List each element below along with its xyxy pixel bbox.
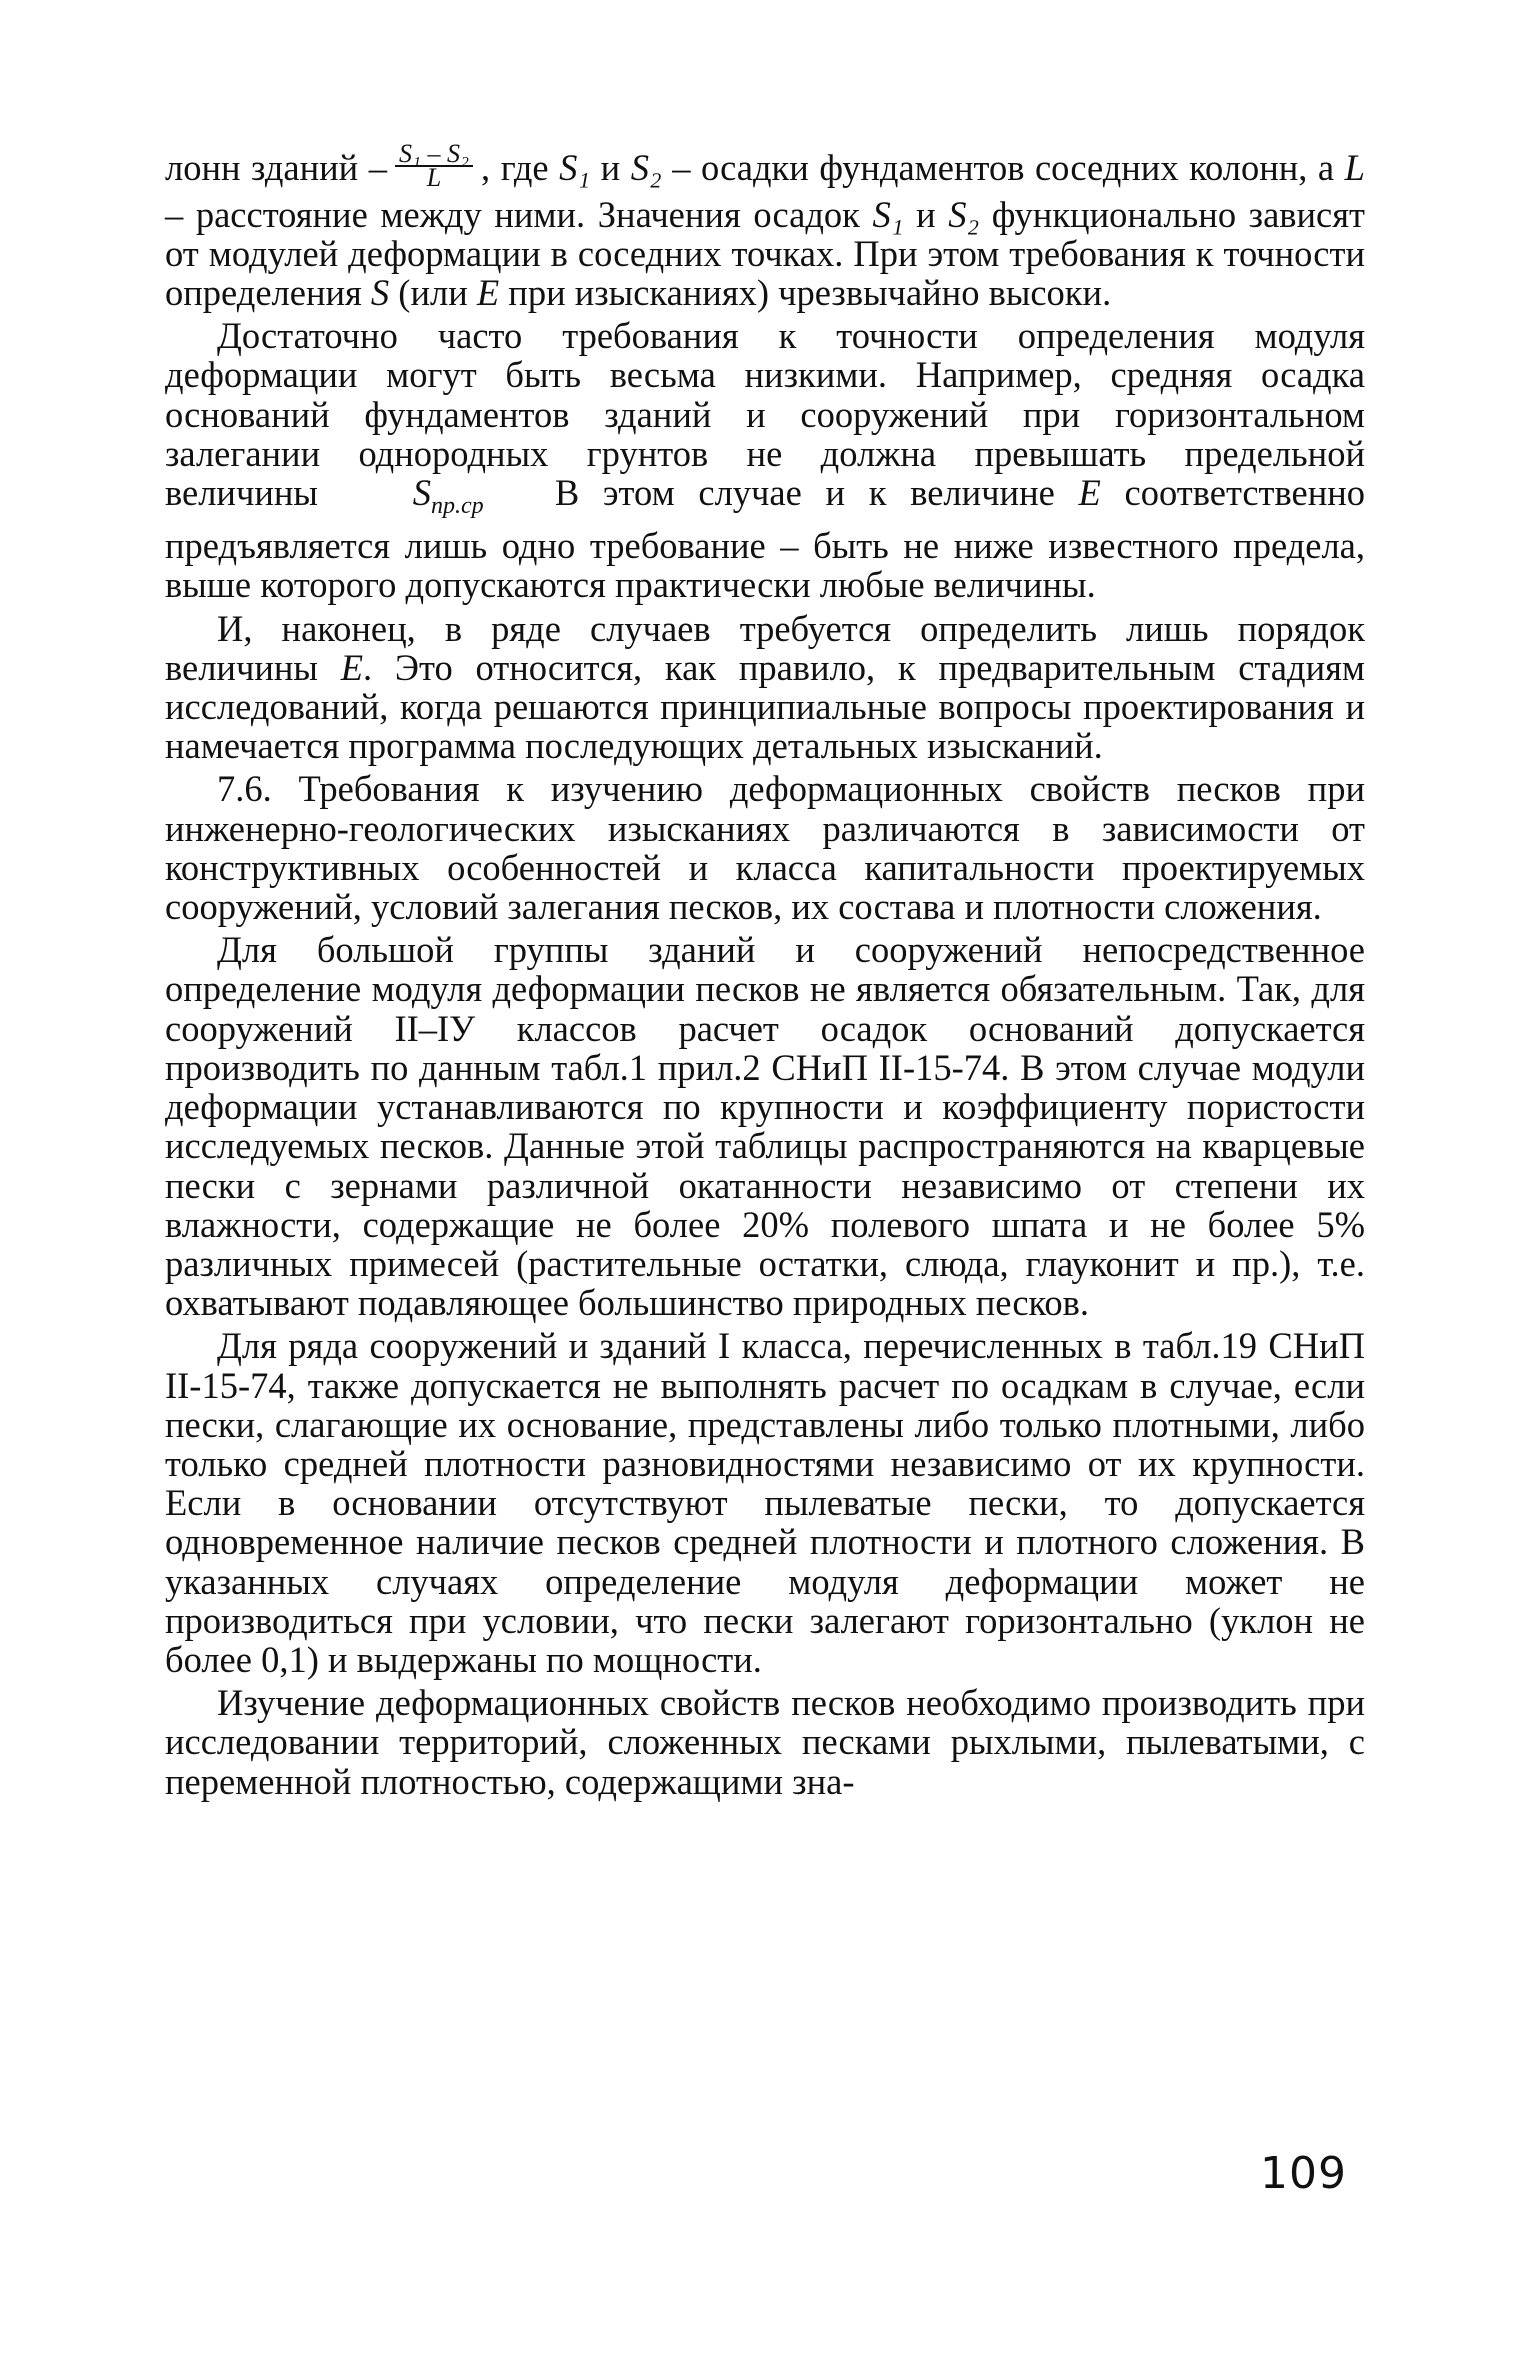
symbol-s1: S₁ (872, 193, 904, 235)
paragraph-7: Изучение деформационных свойств песков необходимо производить при исследовании территорий, сложенных песками рыхлыми, пылеватыми, с переменной плотностью, содержащими зна- (165, 1682, 1365, 1802)
paragraph-3 (165, 609, 1365, 766)
text-span: и (600, 147, 621, 188)
symbol-s2: S₂ (948, 193, 980, 235)
text-span: – расстояние между ними. Значения осадок (165, 193, 860, 235)
fraction-numerator: S₁ – S₂ (395, 143, 473, 167)
symbol-e: E (1078, 472, 1101, 514)
symbol-s2: S₂ (630, 147, 662, 188)
symbol-e: E (476, 272, 500, 314)
text-span: И, наконец, в ряде случаев требуется определить лишь порядок величины (165, 607, 1365, 688)
paragraph-6: Для ряда сооружений и зданий I класса, перечисленных в табл.19 СНиП II-15-74, также допускается не выполнять расчет по осадкам в случае, если пески, слагающие их основание, представлены либо только плотными, либо только средней плотности разновидностями независимо от их крупности. Если в основании отсутствуют пылеватые пески, то допускается одновременное наличие песков средней плотности и плотного сложения. В указанных случаях определение модуля деформации может не производиться при условии, что пески залегают горизонтально (уклон не более 0,1) и выдержаны по мощности. (165, 1325, 1365, 1680)
page-number: 109 (1260, 2148, 1347, 2199)
fraction-denominator: L (426, 162, 442, 192)
page-body (165, 138, 1366, 1805)
symbol-s: S (370, 272, 390, 314)
text-span: лонн зданий – (165, 147, 387, 188)
text-span: В этом случае и к величине (554, 472, 1055, 514)
text-span: (или (398, 272, 468, 314)
text-span: соответственно предъявляется лишь одно требование – быть не ниже известного предела, выше которого допускаются практически любые величины. (165, 472, 1366, 606)
paragraph-5: Для большой группы зданий и сооружений непосредственное определение модуля деформации песков не является обязательным. Так, для сооружений II–IУ классов расчет осадок оснований допускается производить по данным табл.1 прил.2 СНиП II-15-74. В этом случае модули деформации устанавливаются по крупности и коэффициенту пористости исследуемых песков. Данные этой таблицы распространяются на кварцевые пески с зернами различной окатанности независимо от степени их влажности, содержащие не более 20% полевого шпата и не более 5% различных примесей (растительные остатки, слюда, глауконит и пр.), т.е. охватывают подавляющее большинство природных песков. (165, 929, 1365, 1324)
text-span: . Это относится, как правило, к предварительным стадиям исследований, когда решаются принципиальные вопросы проектирования и намечается программа последующих детальных изысканий. (165, 646, 1365, 767)
symbol-l: L (1344, 147, 1365, 188)
symbol-s-limit: S (412, 472, 432, 514)
paragraph-2 (165, 316, 1365, 604)
paragraph-4-section-7-6: 7.6. Требования к изучению деформационных свойств песков при инженерно-геологических изысканиях различаются в зависимости от конструктивных особенностей и класса капитальности проектируемых сооружений, условий залегания песков, их состава и плотности сложения. (165, 768, 1365, 928)
paragraph-1 (165, 138, 1366, 314)
text-span: и (916, 193, 936, 235)
text-span: , где (481, 147, 549, 188)
fraction-settlement-difference (395, 138, 473, 192)
text-span: функционально зависят от модулей деформации в соседних точках. При этом требования к точности определения (165, 193, 1366, 314)
text-span: – осадки фундаментов соседних колонн, а (672, 147, 1335, 188)
symbol-s1: S₁ (559, 147, 591, 188)
text-span: при изысканиях) чрезвычайно высоки. (508, 272, 1112, 314)
subscript-limit: пр.ср (431, 493, 484, 520)
text-span: Достаточно часто требования к точности определения модуля деформации могут быть весьма низкими. Например, средняя осадка оснований фундаментов зданий и сооружений при горизонтальном залегании однородных грунтов не должна превышать предельной величины (165, 315, 1365, 514)
symbol-e: E (340, 646, 363, 688)
